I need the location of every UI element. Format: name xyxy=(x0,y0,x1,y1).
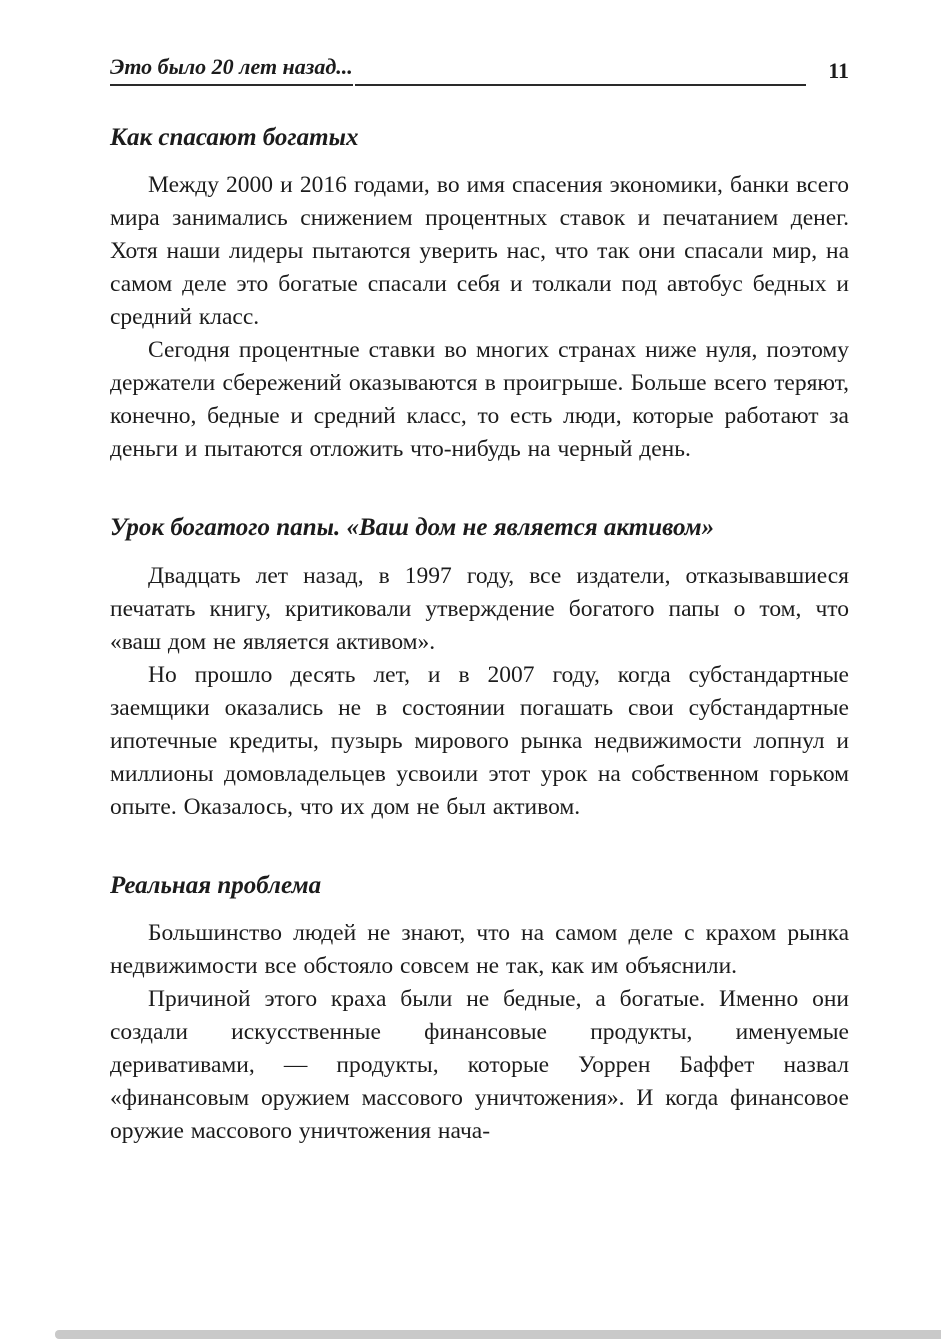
section-how-the-rich-are-saved xyxy=(110,122,849,466)
paragraph: Между 2000 и 2016 годами, во имя спасения экономики, банки всего мира занимались снижением процентных ставок и печатанием денег. Хотя наши лидеры пытаются уверить нас, что так они спасали мир, на самом деле это богатые спасали себя и толкали под автобус бедных и средний класс. xyxy=(110,172,849,331)
page-edge-shadow xyxy=(55,1330,941,1339)
paragraph: Но прошло десять лет, и в 2007 году, когда субстандартные заемщики оказались не в состоянии погашать свои субстандартные ипотечные кредиты, пузырь мирового рынка недвижимости лопнул и миллионы домовладельцев усвоили этот урок на собственном горьком опыте. Оказалось, что их дом не был активом. xyxy=(110,661,849,820)
page-header xyxy=(110,54,849,86)
section-heading: Реальная проблема xyxy=(110,871,322,899)
paragraph: Большинство людей не знают, что на самом деле с крахом рынка недвижимости все обстояло совсем не так, как им объяснили. xyxy=(110,919,849,979)
section-heading: Урок богатого папы. «Ваш дом не является активом» xyxy=(110,514,715,542)
paragraph: Сегодня процентные ставки во многих странах ниже нуля, поэтому держатели сбережений оказываются в проигрыше. Больше всего теряют, конечно, бедные и средний класс, то есть люди, которые работают за деньги и пытаются отложить что-нибудь на черный день. xyxy=(110,337,849,463)
section-heading: Как спасают богатых xyxy=(110,124,359,151)
paragraph: Двадцать лет назад, в 1997 году, все издатели, отказывавшиеся печатать книгу, критиковали утверждение богатого папы о том, что «ваш дом не является активом». xyxy=(110,562,849,655)
section-real-problem xyxy=(110,870,849,1148)
paragraph: Причиной этого краха были не бедные, а богатые. Именно они создали искусственные финансовые продукты, именуемые деривативами, — продукты, которые Уоррен Баффет назвал «финансовым оружием массового уничтожения». И когда финансовое оружие массового уничтожения нача- xyxy=(110,985,849,1144)
header-rule xyxy=(355,84,806,86)
section-rich-dad-lesson xyxy=(110,512,849,823)
running-title: Это было 20 лет назад... xyxy=(110,54,353,86)
page-number: 11 xyxy=(828,58,849,83)
